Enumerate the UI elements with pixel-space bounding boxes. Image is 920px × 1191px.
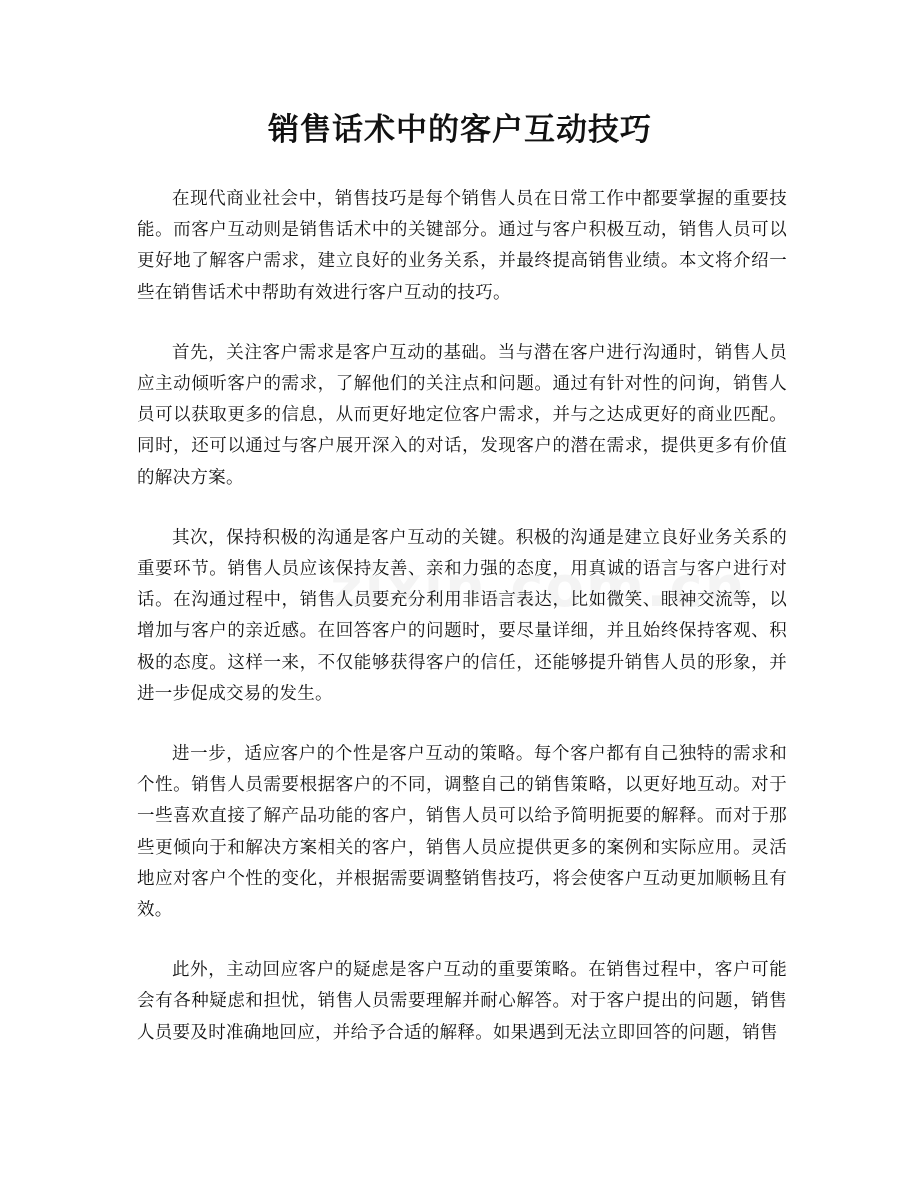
paragraph-5: 此外，主动回应客户的疑虑是客户互动的重要策略。在销售过程中，客户可能会有各种疑虑和担忧，销售人员需要理解并耐心解答。对于客户提出的问题，销售人员要及时准确地回应，并给予合适的解释。如果遇到无法立即回答的问题，销售	[137, 960, 787, 1043]
paragraph-2: 首先，关注客户需求是客户互动的基础。当与潜在客户进行沟通时，销售人员应主动倾听客户的需求，了解他们的关注点和问题。通过有针对性的问询，销售人员可以获取更多的信息，从而更好地定位客户需求，并与之达成更好的商业匹配。同时，还可以通过与客户展开深入的对话，发现客户的潜在需求，提供更多有价值的解决方案。	[137, 342, 787, 488]
paragraph-3: 其次，保持积极的沟通是客户互动的关键。积极的沟通是建立良好业务关系的重要环节。销售人员应该保持友善、亲和力强的态度，用真诚的语言与客户进行对话。在沟通过程中，销售人员要充分利用非语言表达，比如微笑、眼神交流等，以增加与客户的亲近感。在回答客户的问题时，要尽量详细，并且始终保持客观、积极的态度。这样一来，不仅能够获得客户的信任，还能够提升销售人员的形象，并进一步促成交易的发生。	[137, 527, 787, 704]
paragraph-1: 在现代商业社会中，销售技巧是每个销售人员在日常工作中都要掌握的重要技能。而客户互动则是销售话术中的关键部分。通过与客户积极互动，销售人员可以更好地了解客户需求，建立良好的业务关系，并最终提高销售业绩。本文将介绍一些在销售话术中帮助有效进行客户互动的技巧。	[137, 189, 787, 303]
paragraph-4: 进一步，适应客户的个性是客户互动的策略。每个客户都有自己独特的需求和个性。销售人员需要根据客户的不同，调整自己的销售策略，以更好地互动。对于一些喜欢直接了解产品功能的客户，销售人员可以给予简明扼要的解释。而对于那些更倾向于和解决方案相关的客户，销售人员应提供更多的案例和实际应用。灵活地应对客户个性的变化，并根据需要调整销售技巧，将会使客户互动更加顺畅且有效。	[137, 744, 787, 921]
document-title: 销售话术中的客户互动技巧	[268, 112, 652, 148]
document-body	[137, 184, 787, 1078]
